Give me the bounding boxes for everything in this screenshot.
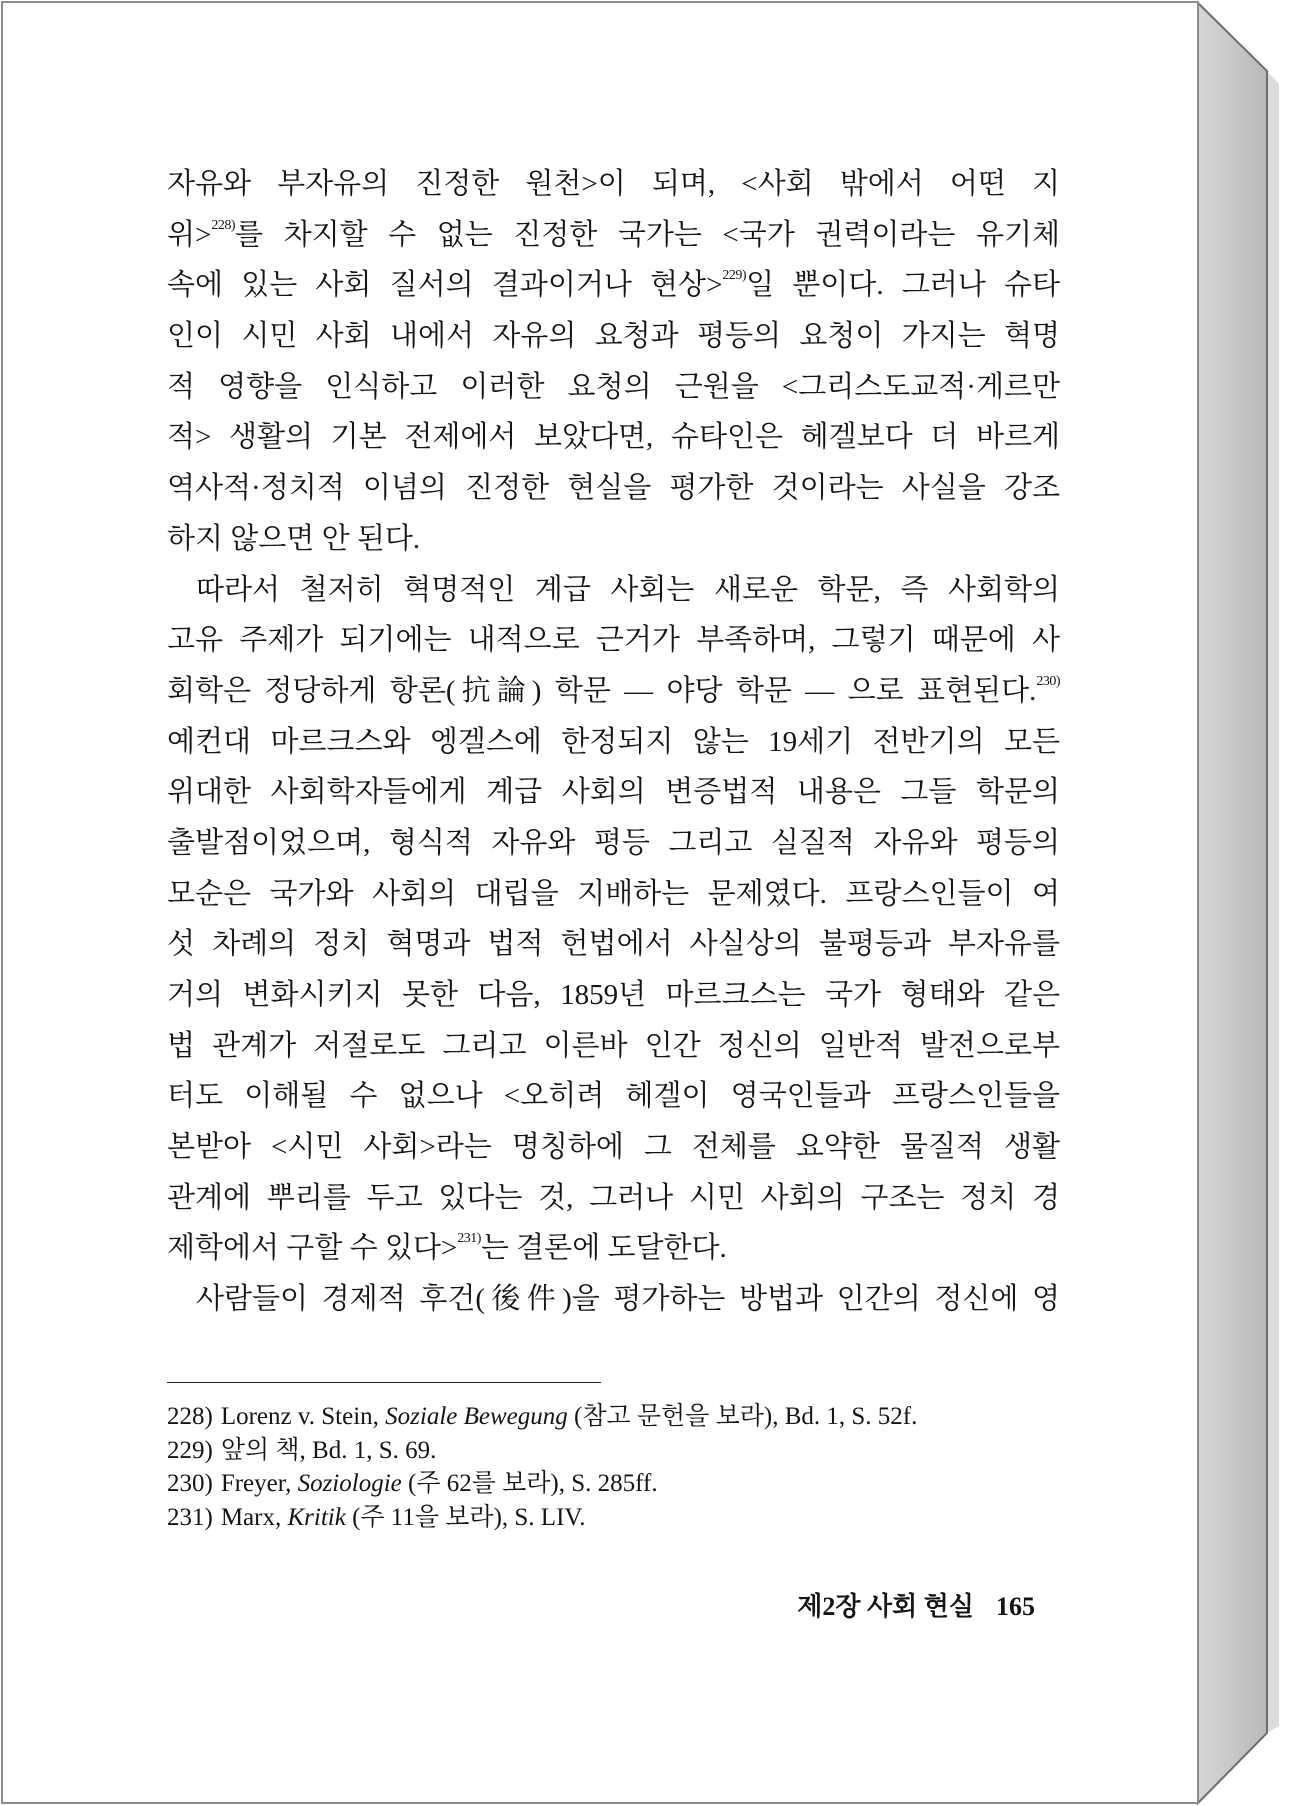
- footnote-text: 앞의 책, Bd. 1, S. 69.: [220, 1436, 437, 1464]
- body-line: 섯 차례의 정치 혁명과 법적 헌법에서 사실상의 불평등과 부자유를: [167, 928, 1060, 961]
- footnote: [167, 1467, 1060, 1501]
- body-line: 적 영향을 인식하고 이러한 요청의 근원을 <그리스도교적·게르만: [167, 370, 1060, 403]
- footnote-number: 228): [167, 1403, 213, 1430]
- body-line: 적> 생활의 기본 전제에서 보았다면, 슈타인은 헤겔보다 더 바르게: [167, 421, 1060, 454]
- footnote-number: 231): [167, 1504, 213, 1532]
- footnote-text: (참고 문헌을 보라), Bd. 1, S. 52f.: [567, 1403, 918, 1430]
- body-text: [167, 159, 1060, 1325]
- body-line: 자유와 부자유의 진정한 원천>이 되며, <사회 밖에서 어떤 지: [167, 168, 1060, 200]
- book-edge: [1198, 3, 1267, 1803]
- footnote: [167, 1434, 1060, 1468]
- footnotes: [167, 1400, 1060, 1535]
- footnote-number: 230): [167, 1470, 213, 1498]
- footnote-ref: 231): [457, 1231, 481, 1247]
- body-line: 역사적·정치적 이념의 진정한 현실을 평가한 것이라는 사실을 강조: [167, 472, 1060, 505]
- paragraph: [167, 565, 1060, 1275]
- body-line: [167, 210, 1060, 261]
- body-line: 위대한 사회학자들에게 계급 사회의 변증법적 내용은 그들 학문의: [167, 776, 1060, 809]
- line-text: 속에 있는 사회 질서의 결과이거나 현상>: [167, 269, 723, 302]
- footnote-title: Kritik: [287, 1504, 346, 1532]
- body-line: 거의 변화시키지 못한 다음, 1859년 마르크스는 국가 형태와 같은: [167, 979, 1060, 1011]
- body-line: 고유 주제가 되기에는 내적으로 근거가 부족하며, 그렇기 때문에 사: [167, 624, 1060, 657]
- body-line: 관계에 뿌리를 두고 있다는 것, 그러나 시민 사회의 구조는 정치 경: [167, 1181, 1060, 1214]
- footnote-title: Soziale Bewegung: [385, 1403, 568, 1430]
- footnote: [167, 1400, 1060, 1434]
- body-line: 법 관계가 저절로도 그리고 이른바 인간 정신의 일반적 발전으로부: [167, 1029, 1060, 1062]
- line-text: 일 뿐이다. 그러나 슈타: [746, 269, 1060, 302]
- running-head: 제2장 사회 현실: [797, 1592, 974, 1621]
- body-line: 인이 시민 사회 내에서 자유의 요청과 평등의 요청이 가지는 혁명: [167, 320, 1060, 353]
- footnote-title: Soziologie: [297, 1470, 402, 1498]
- line-text: 회학은 정당하게 항론(抗論) 학문 — 야당 학문 — 으로 표현된다.: [167, 674, 1037, 707]
- footnote: [167, 1501, 1060, 1535]
- body-line: [167, 666, 1060, 717]
- page-number: 165: [996, 1592, 1035, 1621]
- footnote-number: 229): [167, 1436, 213, 1464]
- footnote-ref: 230): [1036, 673, 1060, 689]
- footnote-text: (주 62를 보라), S. 285ff.: [401, 1470, 658, 1498]
- footnote-text: Freyer,: [220, 1470, 298, 1498]
- footnote-text: Marx,: [220, 1504, 288, 1532]
- line-text: 를 차지할 수 없는 진정한 국가는 <국가 권력이라는 유기체: [235, 218, 1060, 251]
- line-text: 는 결론에 도달한다.: [480, 1232, 727, 1265]
- book-edge-shadow: [1267, 71, 1279, 1733]
- body-line: 예컨대 마르크스와 엥겔스에 한정되지 않는 19세기 전반기의 모든: [167, 725, 1060, 758]
- body-line: 따라서 철저히 혁명적인 계급 사회는 새로운 학문, 즉 사회학의: [196, 573, 1060, 606]
- line-text: 제학에서 구할 수 있다>: [167, 1232, 458, 1265]
- body-line: 터도 이해될 수 없으나 <오히려 헤겔이 영국인들과 프랑스인들을: [167, 1080, 1060, 1113]
- body-line: 본받아 <시민 사회>라는 명칭하에 그 전체를 요약한 물질적 생활: [167, 1131, 1060, 1164]
- body-line: [167, 260, 1060, 311]
- body-line: 사람들이 경제적 후건(後件)을 평가하는 방법과 인간의 정신에 영: [196, 1283, 1060, 1316]
- footnote-text: (주 11을 보라), S. LIV.: [345, 1504, 586, 1532]
- paragraph: [167, 1274, 1060, 1325]
- paragraph: [167, 159, 1060, 565]
- body-line: 하지 않으면 안 된다.: [167, 522, 421, 555]
- line-text: 위>: [167, 218, 212, 251]
- body-line: [167, 1223, 1060, 1274]
- page-footer: [797, 1588, 1035, 1626]
- footnote-ref: 228): [211, 217, 236, 233]
- body-line: 출발점이었으며, 형식적 자유와 평등 그리고 실질적 자유와 평등의: [167, 826, 1060, 859]
- body-line: 모순은 국가와 사회의 대립을 지배하는 문제였다. 프랑스인들이 여: [167, 877, 1060, 910]
- footnote-rule: [167, 1382, 601, 1383]
- footnote-text: Lorenz v. Stein,: [220, 1403, 386, 1430]
- footnote-ref: 229): [722, 268, 747, 284]
